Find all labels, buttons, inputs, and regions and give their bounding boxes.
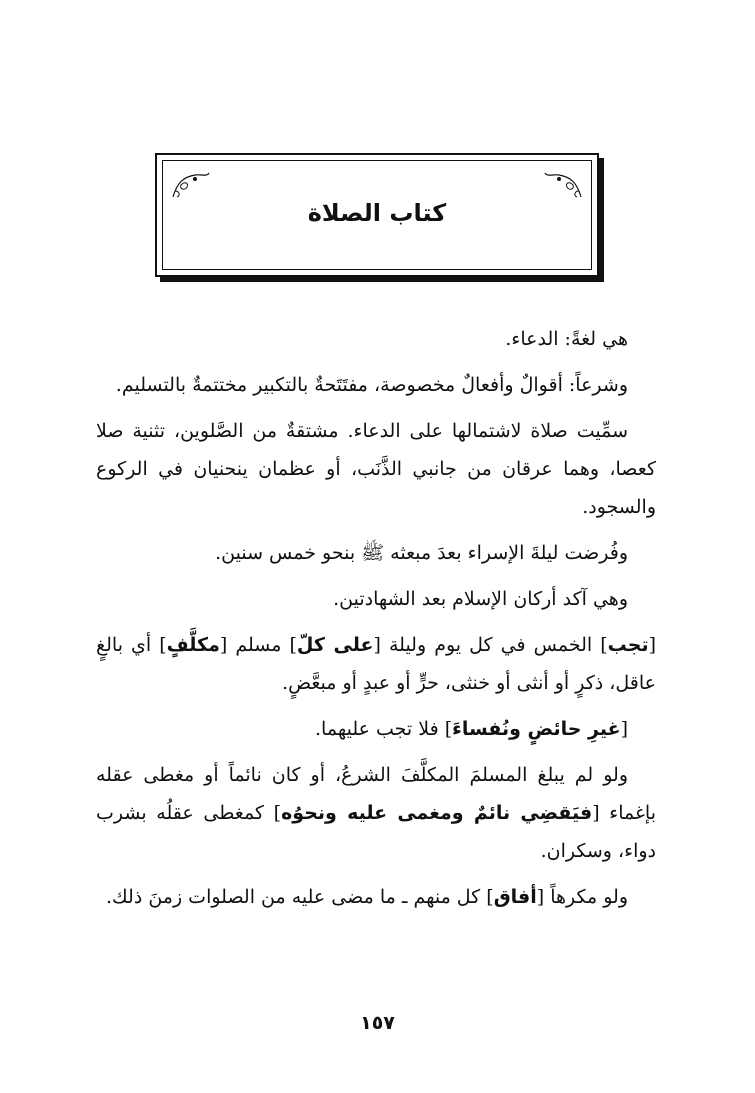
matn-text: فيَقضِي نائمٌ ومغمى عليه ونحوُه — [281, 802, 593, 824]
matn-text: غيرِ حائضٍ ونُفساءَ — [452, 718, 621, 740]
matn-text: على كلّ — [296, 634, 374, 656]
paragraph-makeup-coerced: ولو مكرهاً [أفاق] كل منهم ـ ما مضى عليه من الصلوات زمنَ ذلك. — [105, 886, 628, 908]
matn-text: تجب — [607, 634, 649, 656]
ornament-right-icon — [543, 169, 583, 199]
ornament-left-icon — [171, 169, 211, 199]
paragraph-definition-lexical: هي لغةً: الدعاء. — [505, 328, 628, 350]
page-number: ١٥٧ — [360, 1012, 395, 1034]
matn-text: أفاق — [493, 886, 537, 908]
paragraph-exemption: [غيرِ حائضٍ ونُفساءَ] فلا تجب عليهما. — [315, 718, 628, 740]
body-text — [96, 320, 656, 924]
paragraph-etymology: سمِّيت صلاة لاشتمالها على الدعاء. مشتقةٌ من الصَّلوين، تثنية صلا كعصا، وهما عرقان من جانبي الذَّنَب، أو عظمان ينحنيان في الركوع والسجود. — [96, 420, 656, 518]
chapter-title-frame — [155, 153, 599, 277]
paragraph-obligation-date: وفُرضت ليلةَ الإسراء بعدَ مبعثه ﷺ بنحو خمس سنين. — [215, 542, 628, 564]
chapter-title: كتاب الصلاة — [307, 199, 447, 227]
matn-text: مكلَّفٍ — [166, 634, 220, 656]
paragraph-who-obliged: [تجب] الخمس في كل يوم وليلة [على كلّ] مسلم [مكلَّفٍ] أي بالغٍ عاقل، ذكرٍ أو أنثى أو خنثى، حرٍّ أو عبدٍ أو مبعَّضٍ. — [96, 634, 657, 694]
paragraph-pillar: وهي آكد أركان الإسلام بعد الشهادتين. — [333, 588, 628, 610]
paragraph-definition-legal: وشرعاً: أقوالٌ وأفعالٌ مخصوصة، مفتَتَحةٌ بالتكبير مختتمةٌ بالتسليم. — [115, 374, 628, 396]
paragraph-makeup-sleeper: ولو لم يبلغ المسلمَ المكلَّفَ الشرعُ، أو كان نائماً أو مغطى عقله بإغماء [فيَقضِي نائمٌ ومغمى عليه ونحوُه] كمغطى عقلُه بشرب دواء، وسكران. — [96, 764, 656, 862]
